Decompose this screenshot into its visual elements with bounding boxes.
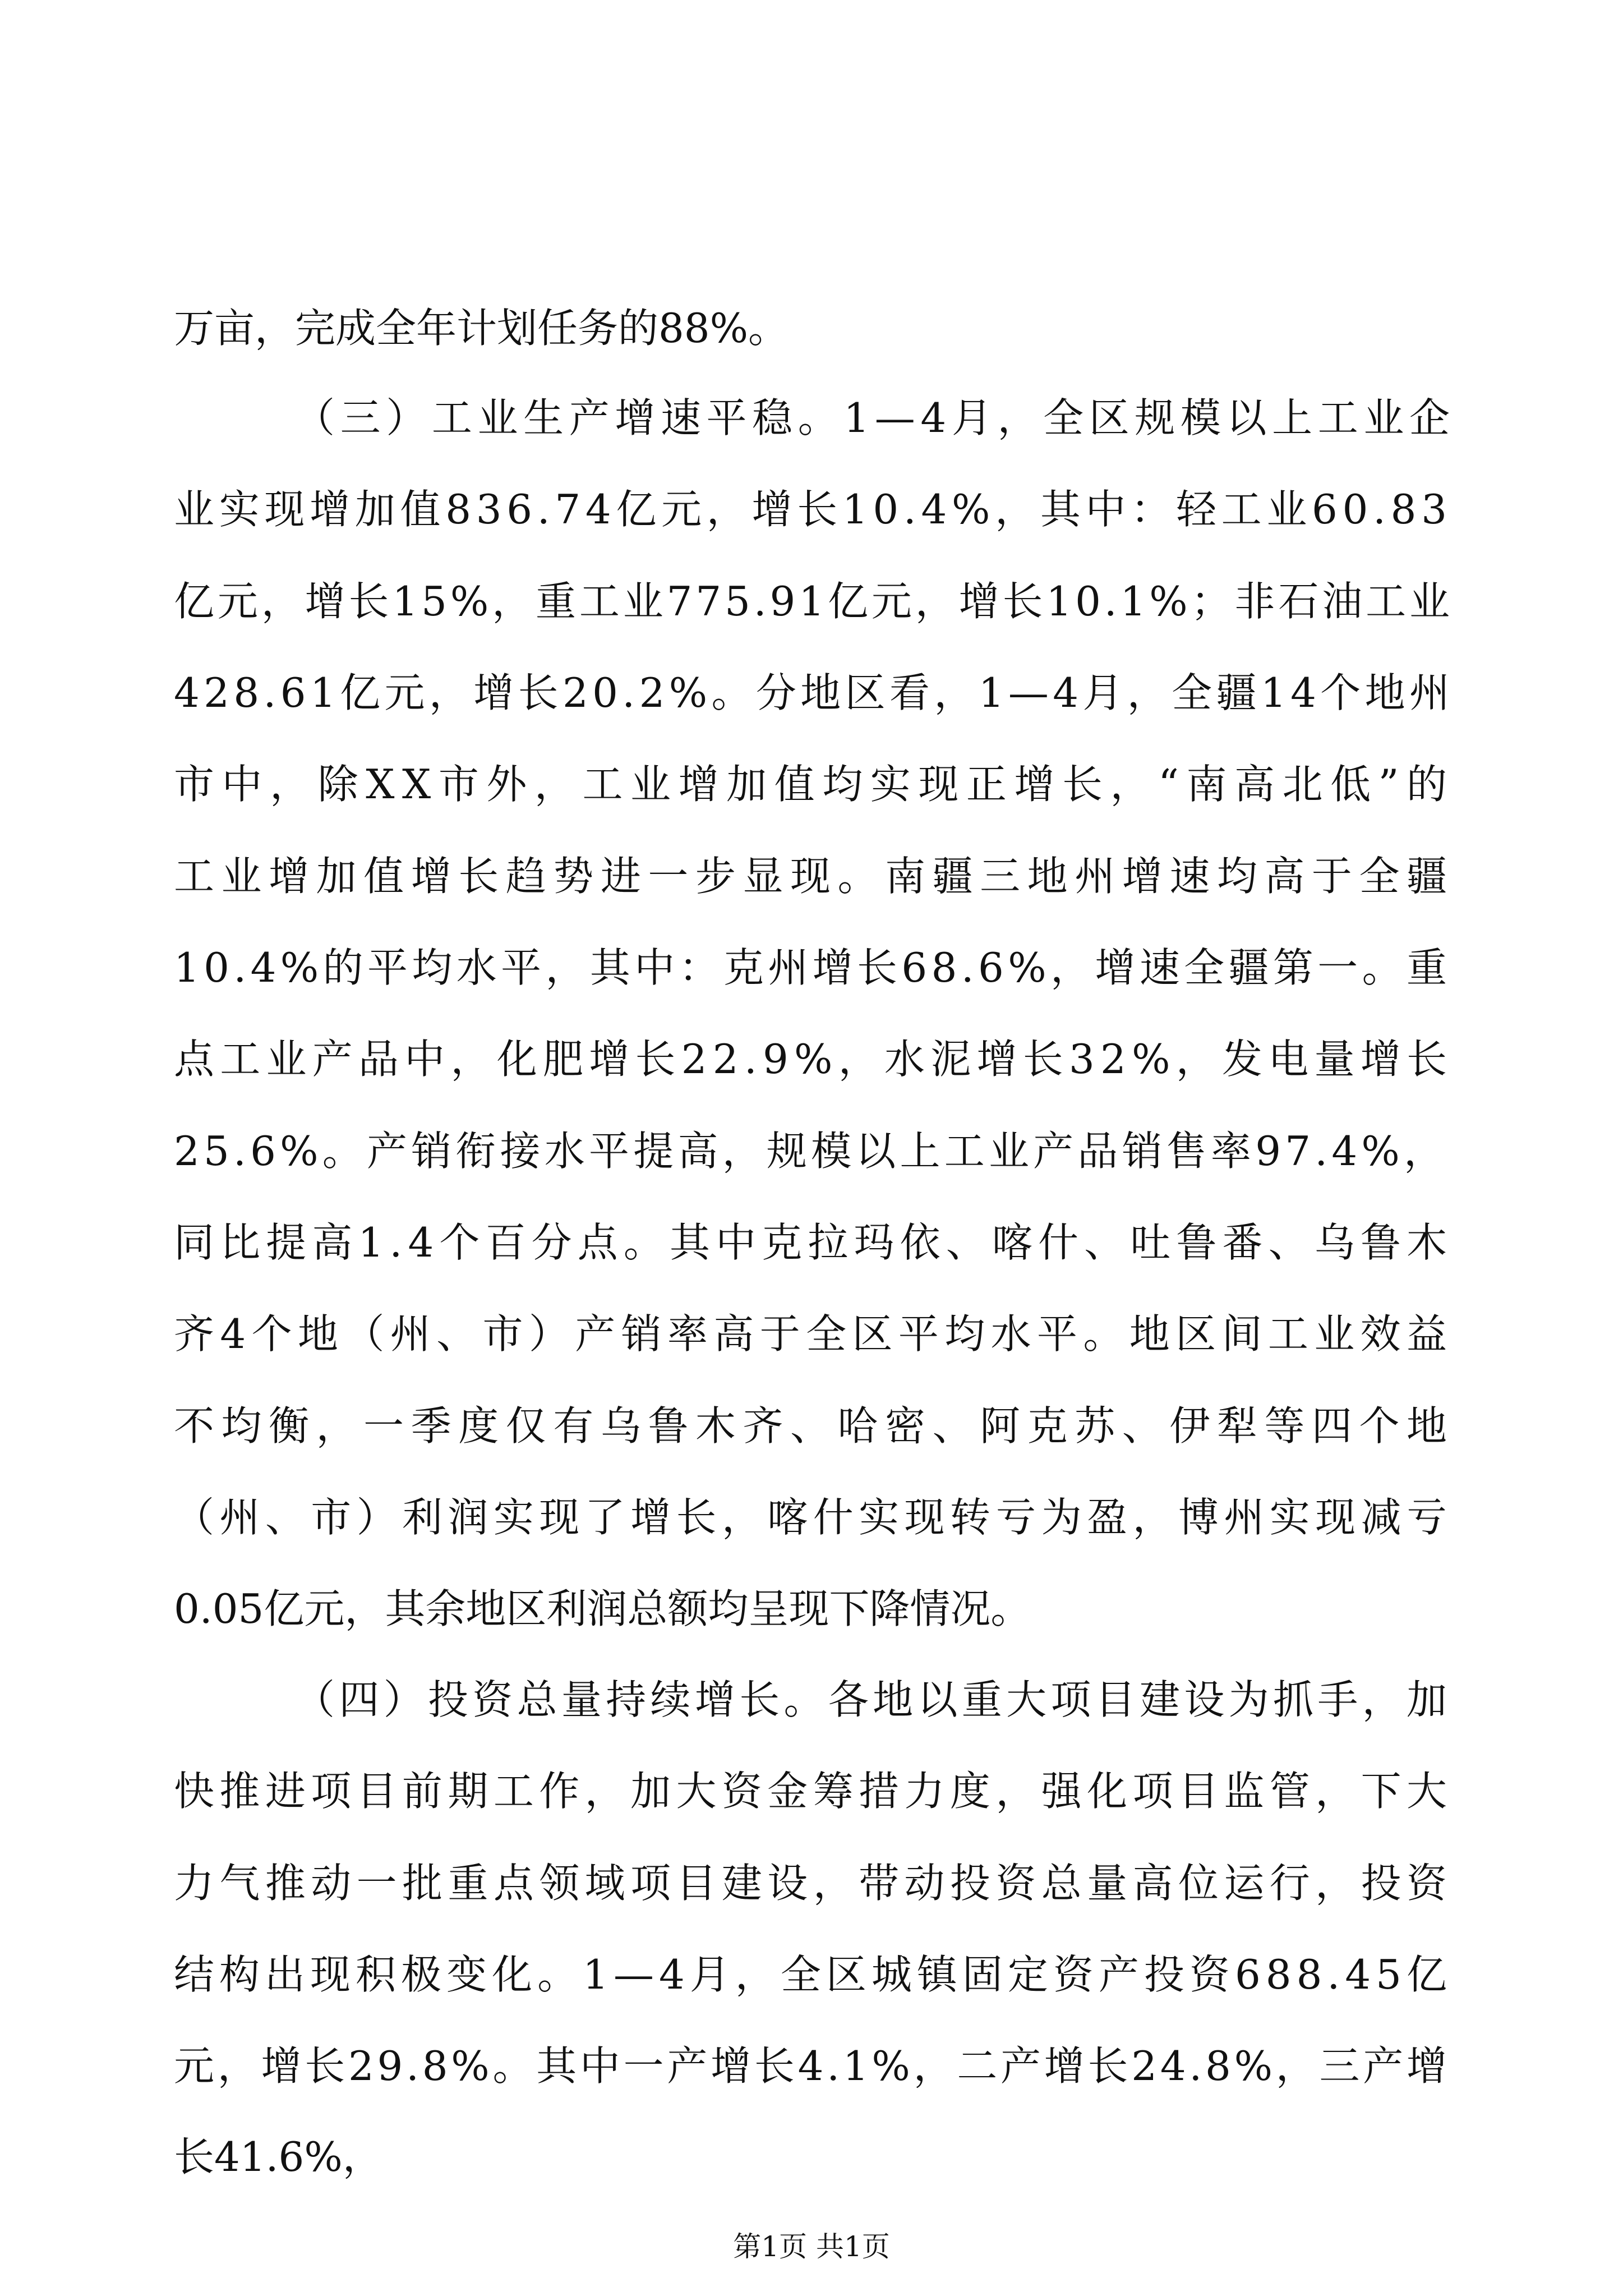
text-line: （四）投资总量持续增长。各地以重大项目建设为抓手，加 [294, 1676, 1451, 1723]
text-line: （三）工业生产增速平稳。1—4月，全区规模以上工业企 [294, 394, 1455, 441]
text-line: 齐4个地（州、市）产销率高于全区平均水平。地区间工业效益 [174, 1310, 1453, 1358]
text-line: 同比提高1.4个百分点。其中克拉玛依、喀什、吐鲁番、乌鲁木 [174, 1219, 1453, 1266]
text-line: 亿元，增长15%，重工业775.91亿元，增长10.1%；非石油工业 [174, 578, 1453, 625]
page-footer: 第1页 共1页 [733, 2230, 890, 2263]
text-line: 业实现增加值836.74亿元，增长10.4%，其中：轻工业60.83 [174, 486, 1452, 533]
text-line: 长41.6%， [174, 2133, 383, 2180]
text-line: 428.61亿元，增长20.2%。分地区看，1—4月，全疆14个地州 [174, 669, 1454, 716]
text-line: 10.4%的平均水平，其中：克州增长68.6%，增速全疆第一。重 [174, 944, 1451, 991]
text-line: 万亩，完成全年计划任务的88%。 [174, 305, 789, 352]
text-line: 不均衡，一季度仅有乌鲁木齐、哈密、阿克苏、伊犁等四个地 [174, 1402, 1454, 1450]
text-line: 市中，除XX市外，工业增加值均实现正增长，“南高北低”的 [174, 761, 1455, 808]
text-line: 工业增加值增长趋势进一步显现。南疆三地州增速均高于全疆 [174, 853, 1454, 900]
text-line: 快推进项目前期工作，加大资金筹措力度，强化项目监管，下大 [174, 1768, 1453, 1815]
text-line: 元，增长29.8%。其中一产增长4.1%，二产增长24.8%，三产增 [174, 2042, 1450, 2090]
text-line: 力气推动一批重点领域项目建设，带动投资总量高位运行，投资 [174, 1860, 1453, 1907]
text-line: 25.6%。产销衔接水平提高，规模以上工业产品销售率97.4%， [174, 1128, 1449, 1175]
text-line: 0.05亿元，其余地区利润总额均呈现下降情况。 [174, 1585, 1031, 1632]
text-line: 点工业产品中，化肥增长22.9%，水泥增长32%，发电量增长 [174, 1036, 1453, 1083]
text-line: （州、市）利润实现了增长，喀什实现转亏为盈，博州实现减亏 [174, 1494, 1453, 1541]
text-line: 结构出现积极变化。1—4月，全区城镇固定资产投资688.45亿 [174, 1951, 1452, 1998]
